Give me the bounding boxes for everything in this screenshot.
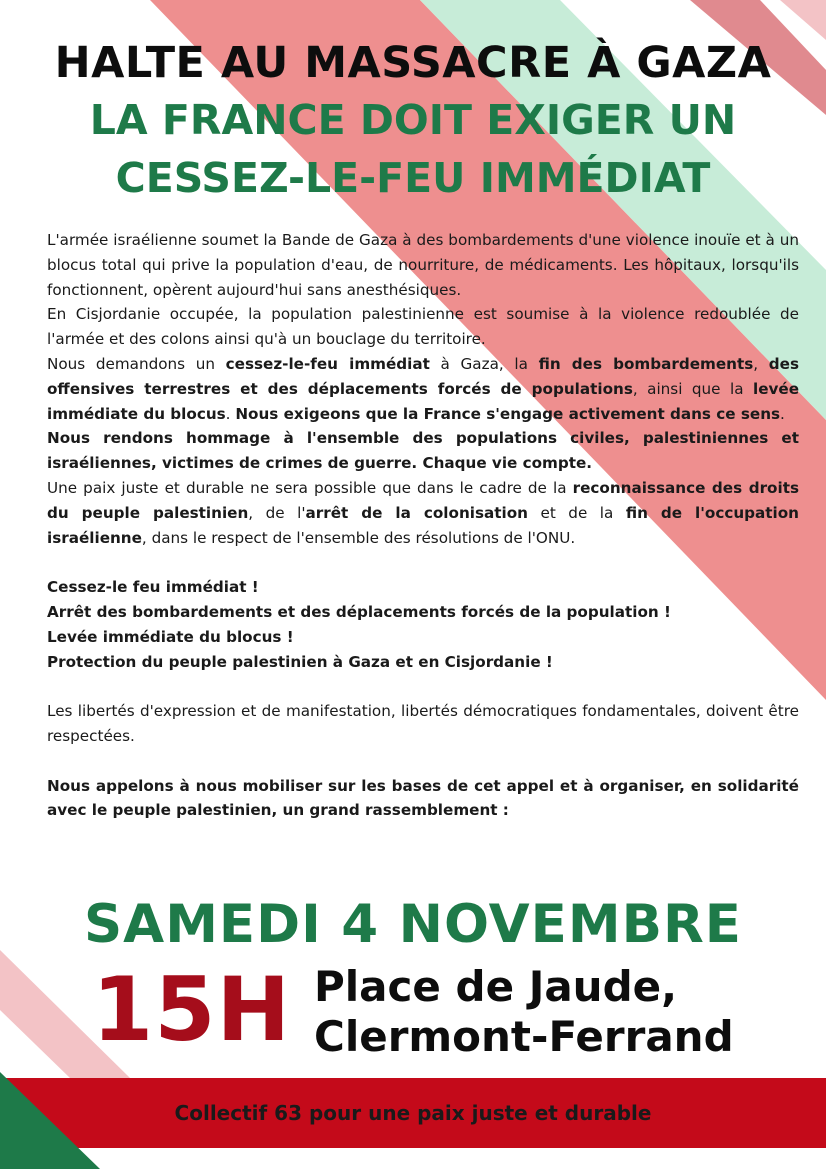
- text-span: , ainsi que la: [632, 379, 753, 398]
- event-place-line1: Place de Jaude,: [314, 962, 678, 1011]
- event-place-line2: Clermont-Ferrand: [314, 1012, 734, 1061]
- paragraph-gaza: L'armée israélienne soumet la Bande de Gaza à des bombardements d'une violence inouïe et à un blocus total qui prive la population d'eau, de nourriture, de médicaments. Les hôpitaux, lorsqu'ils fonctionnent, opèrent aujourd'hui sans anesthésiques.: [47, 231, 799, 299]
- text-span: .: [225, 404, 236, 423]
- bold-span: fin des bombardements: [538, 354, 754, 373]
- bold-span: Protection du peuple palestinien à Gaza et en Cisjordanie !: [47, 652, 553, 671]
- text-span: Une paix juste et durable ne sera possible que dans le cadre de la: [47, 478, 573, 497]
- bold-span: Nous appelons à nous mobiliser sur les bases de cet appel et à organiser, en solidarité avec le peuple palestinien, un grand rassemblement :: [47, 776, 799, 820]
- bold-span: Cessez-le feu immédiat !: [47, 578, 259, 597]
- bold-span: reconnaissance des droits du peuple palestinien: [47, 478, 799, 522]
- spacer: [47, 674, 799, 699]
- bold-span: Nous exigeons que la France s'engage activement dans ce sens: [235, 404, 781, 423]
- text-span: et de la: [527, 503, 626, 522]
- demand-item: [47, 575, 799, 600]
- footer-organizer: Collectif 63 pour une paix juste et durable: [174, 1101, 652, 1125]
- bold-span: Nous rendons hommage à l'ensemble des populations civiles, palestiniennes et israéliennes, victimes de crimes de guerre. Chaque vie compte.: [47, 429, 799, 473]
- bold-span: cessez-le-feu immédiat: [225, 354, 430, 373]
- event-date: SAMEDI 4 NOVEMBRE: [84, 894, 742, 955]
- text-span: , dans le respect de l'ensemble des résolutions de l'ONU.: [141, 528, 576, 547]
- bold-span: levée immédiate du blocus: [47, 379, 799, 423]
- headline-subtitle-line2: CESSEZ-LE-FEU IMMÉDIAT: [115, 154, 711, 202]
- appeal-text: [47, 228, 799, 823]
- spacer: [47, 749, 799, 774]
- demand-item: [47, 600, 799, 625]
- demand-item: [47, 650, 799, 675]
- text-span: à Gaza, la: [429, 354, 539, 373]
- paragraph-demands: [47, 352, 799, 426]
- bold-span: Arrêt des bombardements et des déplacements forcés de la population !: [47, 602, 671, 621]
- bold-span: arrêt de la colonisation: [305, 503, 528, 522]
- text-span: ,: [753, 354, 769, 373]
- paragraph-call: [47, 774, 799, 824]
- paragraph-cisjordanie: En Cisjordanie occupée, la population palestinienne est soumise à la violence redoublée de l'armée et des colons ainsi qu'à un bouclage du territoire.: [47, 305, 799, 349]
- bold-span: des offensives terrestres et des déplacements forcés de populations: [47, 354, 799, 398]
- headline-title: HALTE AU MASSACRE À GAZA: [54, 38, 772, 88]
- spacer: [47, 550, 799, 575]
- bold-span: fin de l'occupation israélienne: [47, 503, 799, 547]
- text-span: Nous demandons un: [47, 354, 226, 373]
- headline-subtitle-line1: LA FRANCE DOIT EXIGER UN: [89, 96, 737, 144]
- text-span: , de l': [248, 503, 306, 522]
- demand-item: [47, 625, 799, 650]
- text-span: .: [780, 404, 785, 423]
- footer: [0, 1078, 826, 1148]
- paragraph-liberties: Les libertés d'expression et de manifestation, libertés démocratiques fondamentales, doivent être respectées.: [47, 702, 799, 745]
- bold-span: Levée immédiate du blocus !: [47, 627, 294, 646]
- event-time: 15H: [92, 958, 292, 1061]
- paragraph-peace: [47, 476, 799, 550]
- paragraph-tribute: [47, 426, 799, 476]
